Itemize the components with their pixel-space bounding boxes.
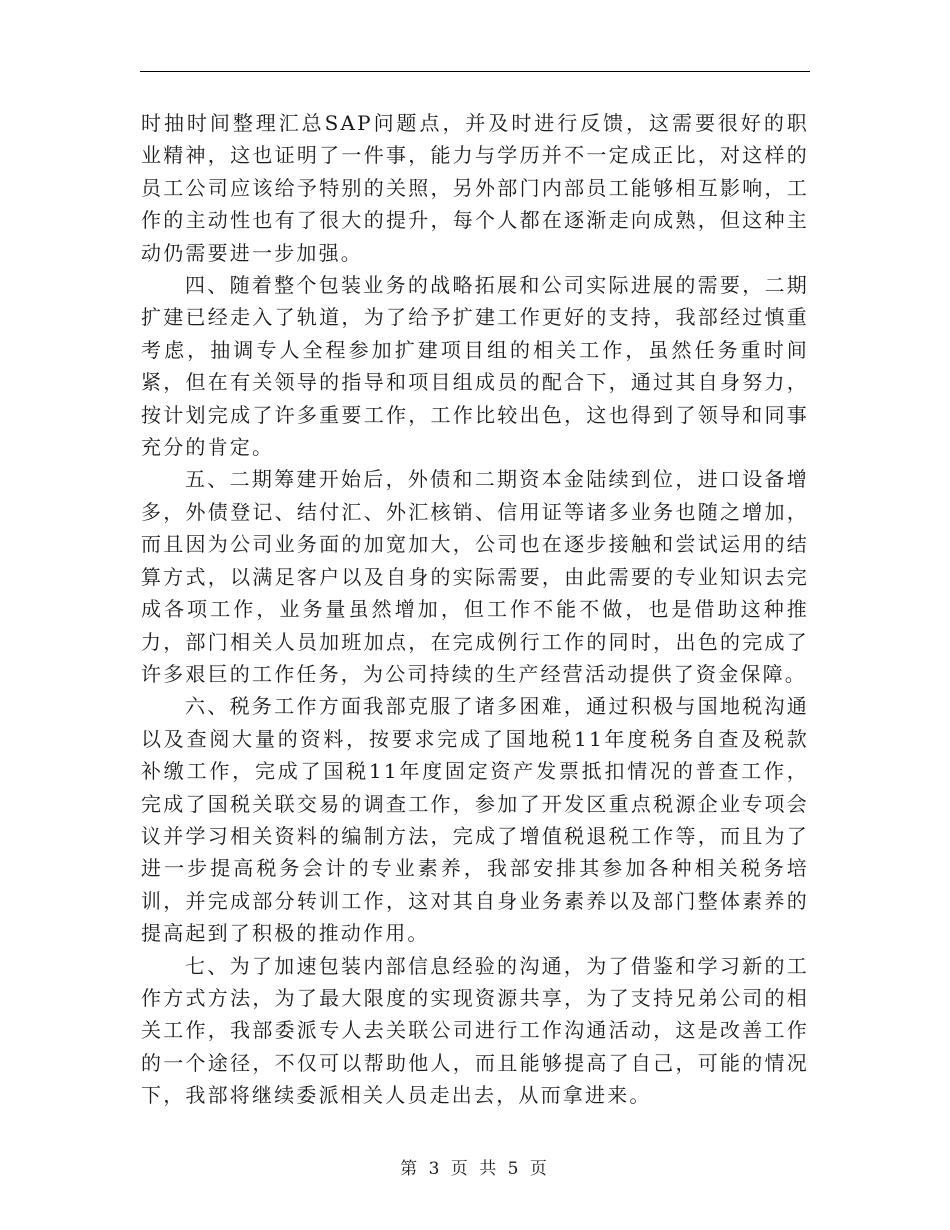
document-body [141, 107, 809, 1112]
page-number-footer: 第 3 页 共 5 页 [400, 1159, 550, 1179]
paragraph-section-6: 六、税务工作方面我部克服了诸多困难，通过积极与国地税沟通以及查阅大量的资料，按要求完成了国地税11年度税务自查及税款补缴工作，完成了国税11年度固定资产发票抵扣情况的普查工作，完成了国税关联交易的调查工作，参加了开发区重点税源企业专项会议并学习相关资料的编制方法，完成了增值税退税工作等，而且为了进一步提高税务会计的专业素养，我部安排其参加各种相关税务培训，并完成部分转训工作，这对其自身业务素养以及部门整体素养的提高起到了积极的推动作用。 [141, 694, 809, 946]
paragraph-section-4: 四、随着整个包装业务的战略拓展和公司实际进展的需要，二期扩建已经走入了轨道，为了给予扩建工作更好的支持，我部经过慎重考虑，抽调专人全程参加扩建项目组的相关工作，虽然任务重时间紧，但在有关领导的指导和项目组成员的配合下，通过其自身努力，按计划完成了许多重要工作，工作比较出色，这也得到了领导和同事充分的肯定。 [141, 273, 809, 460]
paragraph-section-5: 五、二期筹建开始后，外债和二期资本金陆续到位，进口设备增多，外债登记、结付汇、外汇核销、信用证等诸多业务也随之增加，而且因为公司业务面的加宽加大，公司也在逐步接触和尝试运用的结算方式，以满足客户以及自身的实际需要，由此需要的专业知识去完成各项工作，业务量虽然增加，但工作不能不做，也是借助这种推力，部门相关人员加班加点，在完成例行工作的同时，出色的完成了许多艰巨的工作任务，为公司持续的生产经营活动提供了资金保障。 [141, 467, 809, 686]
paragraph-continuation: 时抽时间整理汇总SAP问题点，并及时进行反馈，这需要很好的职业精神，这也证明了一件事，能力与学历并不一定成正比，对这样的员工公司应该给予特别的关照，另外部门内部员工能够相互影响，工作的主动性也有了很大的提升，每个人都在逐渐走向成熟，但这种主动仍需要进一步加强。 [141, 111, 809, 265]
paragraph-section-7: 七、为了加速包装内部信息经验的沟通，为了借鉴和学习新的工作方式方法，为了最大限度的实现资源共享，为了支持兄弟公司的相关工作，我部委派专人去关联公司进行工作沟通活动，这是改善工作的一个途径，不仅可以帮助他人，而且能够提高了自己，可能的情况下，我部将继续委派相关人员走出去，从而拿进来。 [141, 953, 809, 1108]
header-rule [140, 71, 810, 72]
